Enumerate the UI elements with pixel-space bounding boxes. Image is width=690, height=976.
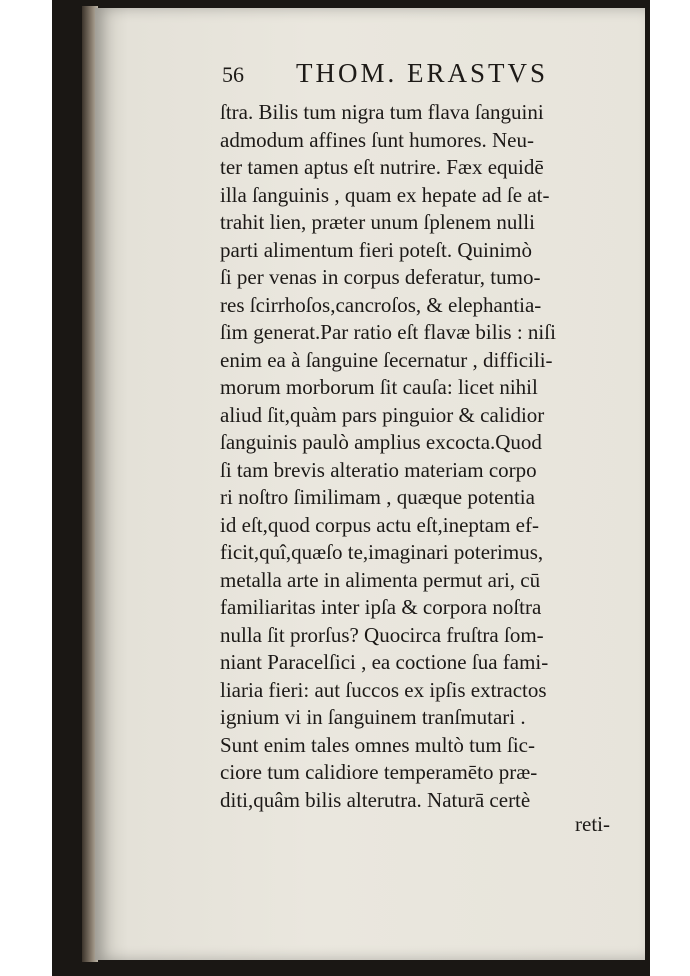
- text-line: ter tamen aptus eſt nutrire. Fæx equidē: [220, 155, 544, 179]
- text-line: Sunt enim tales omnes multò tum ſic-: [220, 732, 535, 757]
- text-line: ſi per venas in corpus deferatur, tumo-: [220, 265, 541, 289]
- text-line: ſi tam brevis alteratio materiam corpo: [220, 457, 537, 482]
- text-line: niant Paracelſici , ea coctione ſua fami-: [220, 650, 549, 674]
- text-line: parti alimentum fieri poteſt. Quinimò: [220, 237, 533, 262]
- text-line: illa ſanguinis , quam ex hepate ad ſe at-: [220, 182, 550, 207]
- text-line: res ſcirrhoſos,cancroſos, & elephantia-: [220, 292, 542, 317]
- text-line: admodum affines ſunt humores. Neu-: [220, 127, 534, 152]
- text-line: ri noſtro ſimilimam , quæque potentia: [220, 485, 535, 509]
- catchword: reti-: [575, 812, 610, 836]
- text-line: ciore tum calidiore temperamēto præ-: [220, 760, 538, 784]
- text-line: trahit lien, præter unum ſplenem nulli: [220, 210, 535, 234]
- text-line: ſim generat.Par ratio eſt flavæ bilis : niſi: [220, 320, 556, 344]
- text-line: diti,quâm bilis alterutra. Naturā certè: [220, 787, 531, 812]
- text-line: ſanguinis paulò amplius excocta.Quod: [220, 430, 542, 454]
- body-text: [220, 99, 625, 814]
- text-line: id eſt,quod corpus actu eſt,ineptam ef-: [220, 512, 539, 537]
- text-line: morum morborum ſit cauſa: licet nihil: [220, 375, 538, 399]
- text-line: ignium vi in ſanguinem tranſmutari .: [220, 705, 526, 729]
- text-line: nulla ſit prorſus? Quocirca fruſtra ſom-: [220, 622, 544, 647]
- page-number: 56: [222, 62, 244, 87]
- text-line: aliud ſit,quàm pars pinguior & calidior: [220, 402, 545, 427]
- text-line: familiaritas inter ipſa & corpora noſtra: [220, 595, 542, 619]
- running-head: THOM. ERASTVS: [296, 58, 549, 88]
- text-line: metalla arte in alimenta permut ari, cū: [220, 567, 541, 592]
- text-line: enim ea à ſanguine ſecernatur , difficili-: [220, 347, 553, 372]
- text-line: ſtra. Bilis tum nigra tum flava ſanguini: [220, 100, 544, 124]
- text-line: liaria fieri: aut ſuccos ex ipſis extractos: [220, 677, 547, 702]
- page-header: [222, 56, 602, 96]
- text-line: ficit,quî,quæſo te,imaginari poterimus,: [220, 540, 544, 564]
